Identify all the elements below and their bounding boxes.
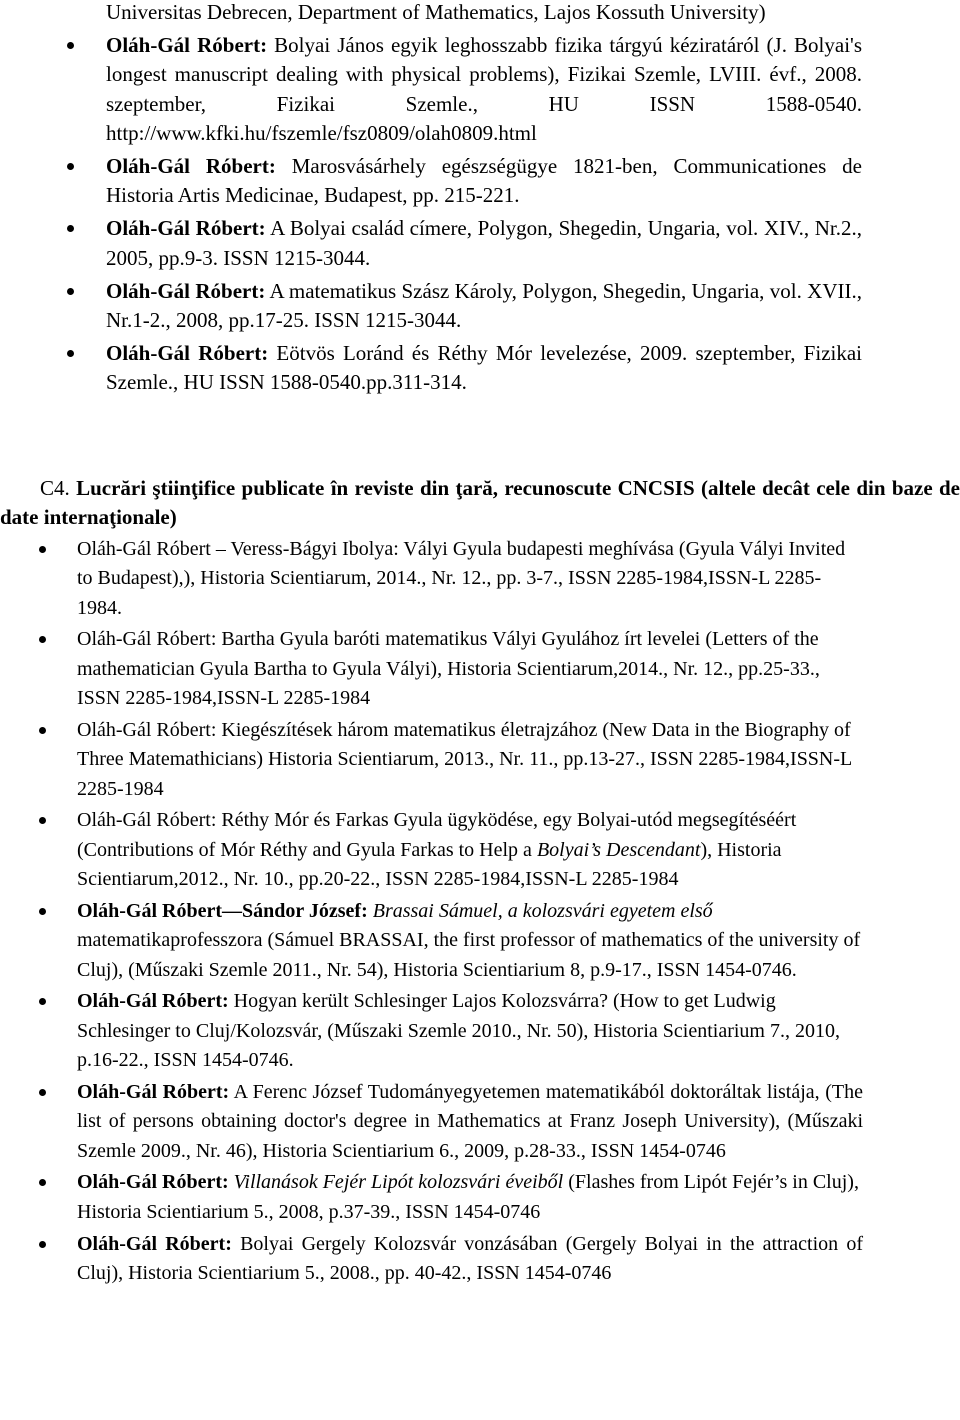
list-item: Oláh-Gál Róbert: Hogyan került Schlesinger Lajos Kolozsvárra? (How to get Ludwig Schlesinger to Cluj/Kolozsvár, (Műszaki Szemle 2010., Nr. 50), Historia Scientiarium 7., 2010, p.16-22., ISSN 1454-0746. <box>77 987 863 1075</box>
section-code: C4. <box>40 476 70 500</box>
publication-list-bottom <box>77 535 863 1291</box>
list-item: Oláh-Gál Róbert: Eötvös Loránd és Réthy Mór levelezése, 2009. szeptember, Fizikai Szemle., HU ISSN 1588-0540.pp.311-314. <box>106 339 862 397</box>
publication-list-top <box>106 0 862 398</box>
list-item: Oláh-Gál Róbert: Marosvásárhely egészségügye 1821-ben, Communicationes de Historia Artis Medicinae, Budapest, pp. 215-221. <box>106 152 862 210</box>
section-title: Lucrări ştiinţifice publicate în reviste din ţară, recunoscute CNCSIS (altele decât cele din baze de date internaţionale) <box>0 476 960 529</box>
list-item: Oláh-Gál Róbert – Veress-Bágyi Ibolya: Vályi Gyula budapesti meghívása (Gyula Vályi Invited to Budapest),), Historia Scientiarum, 2014., Nr. 12., pp. 3-7., ISSN 2285-1984,ISSN-L 2285-1984. <box>77 535 863 623</box>
continuation-text: Universitas Debrecen, Department of Mathematics, Lajos Kossuth University) <box>106 0 766 24</box>
list-item: Oláh-Gál Róbert: Bolyai Gergely Kolozsvár vonzásában (Gergely Bolyai in the attraction of Cluj), Historia Scientiarium 5., 2008., pp. 40-42., ISSN 1454-0746 <box>77 1230 863 1289</box>
list-item: Oláh-Gál Róbert: Réthy Mór és Farkas Gyula ügyködése, egy Bolyai-utód megsegítéséért (Contributions of Mór Réthy and Gyula Farkas to Help a Bolyai’s Descendant), Historia Scientiarum,2012., Nr. 10., pp.20-22., ISSN 2285-1984,ISSN-L 2285-1984 <box>77 806 863 894</box>
list-item: Oláh-Gál Róbert: A matematikus Szász Károly, Polygon, Shegedin, Ungaria, vol. XVII., Nr.1-2., 2008, pp.17-25. ISSN 1215-3044. <box>106 277 862 335</box>
list-item: Oláh-Gál Róbert: A Ferenc József Tudományegyetemen matematikából doktoráltak listája, (The list of persons obtaining doctor's degree in Mathematics at Franz Joseph University), (Műszaki Szemle 2009., Nr. 46), Historia Scientiarium 6., 2009, p.28-33., ISSN 1454-0746 <box>77 1078 863 1166</box>
list-item: Oláh-Gál Róbert: Bolyai János egyik leghosszabb fizika tárgyú kéziratáról (J. Bolyai's longest manuscript dealing with physical problems), Fizikai Szemle, LVIII. évf., 2008. szeptember, Fizikai Szemle., HU ISSN 1588-0540. http://www.kfki.hu/fszemle/fsz0809/olah0809.html <box>106 31 862 148</box>
list-item: Oláh-Gál Róbert—Sándor József: Brassai Sámuel, a kolozsvári egyetem első matematikaprofesszora (Sámuel BRASSAI, the first professor of mathematics of the university of Cluj), (Műszaki Szemle 2011., Nr. 54), Historia Scientiarium 8, p.9-17., ISSN 1454-0746. <box>77 897 863 985</box>
list-item: Oláh-Gál Róbert: Bartha Gyula baróti matematikus Vályi Gyulához írt levelei (Letters of the mathematician Gyula Bartha to Gyula Vályi), Historia Scientiarum,2014., Nr. 12., pp.25-33., ISSN 2285-1984,ISSN-L 2285-1984 <box>77 625 863 713</box>
list-item: Oláh-Gál Róbert: A Bolyai család címere, Polygon, Shegedin, Ungaria, vol. XIV., Nr.2., 2005, pp.9-3. ISSN 1215-3044. <box>106 214 862 272</box>
section-heading <box>0 474 960 532</box>
list-item: Oláh-Gál Róbert: Villanások Fejér Lipót kolozsvári éveiből (Flashes from Lipót Fejér’s in Cluj), Historia Scientiarium 5., 2008, p.37-39., ISSN 1454-0746 <box>77 1168 863 1227</box>
list-item: Oláh-Gál Róbert: Kiegészítések három matematikus életrajzához (New Data in the Biography of Three Matemathicians) Historia Scientiarum, 2013., Nr. 11., pp.13-27., ISSN 2285-1984,ISSN-L 2285-1984 <box>77 716 863 804</box>
